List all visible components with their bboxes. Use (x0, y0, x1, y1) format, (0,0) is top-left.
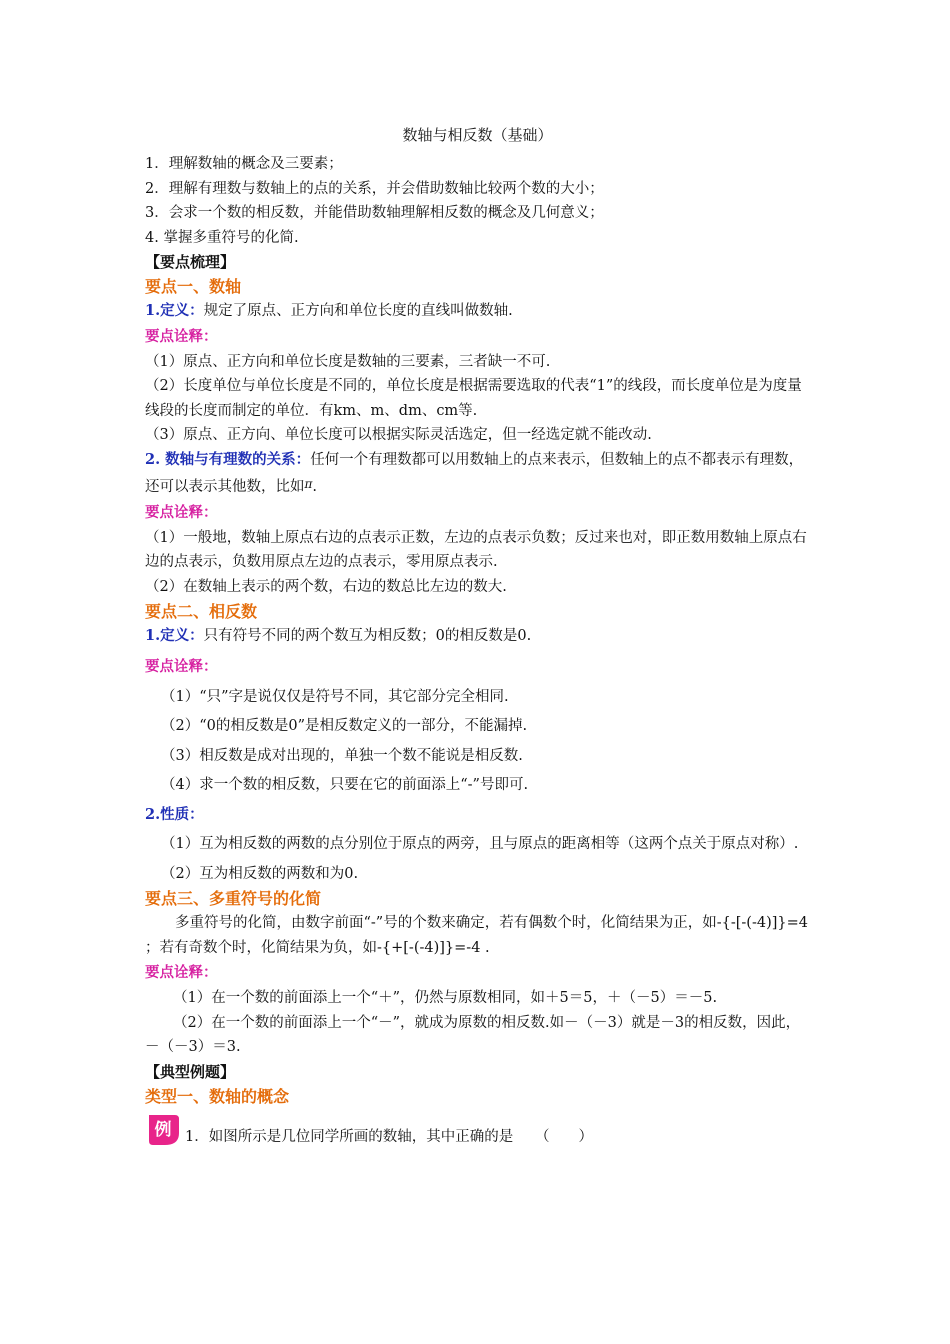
kp1-relation (145, 448, 810, 500)
document-page (145, 124, 810, 1155)
kp3-heading: 要点三、多重符号的化简 (145, 889, 322, 908)
kp1-note2-2: （2）在数轴上表示的两个数，右边的数总比左边的数大. (145, 578, 507, 595)
kp1-def-text: 规定了原点、正方向和单位长度的直线叫做数轴. (203, 303, 513, 319)
kp3-body: 多重符号的化简，由数字前面“-”号的个数来确定，若有偶数个时，化简结果为正，如-{-[-(-4)]}=4 ；若有奇数个时，化简结果为负，如-{+[-(-4)]}=-4 . (145, 915, 808, 956)
kp2-note-1: （1）“只”字是说仅仅是符号不同，其它部分完全相同. (161, 688, 509, 705)
kp3-note-1: （1）在一个数的前面添上一个“＋”，仍然与原数相同，如＋5＝5，＋（－5）＝－5. (173, 990, 718, 1006)
section-examples: 【典型例题】 (145, 1062, 236, 1081)
kp3-note-label: 要点诠释： (145, 964, 218, 981)
kp1-note-3: （3）原点、正方向、单位长度可以根据实际灵活选定，但一经选定就不能改动. (145, 427, 652, 443)
kp1-note-1: （1）原点、正方向和单位长度是数轴的三要素，三者缺一不可. (145, 353, 551, 370)
kp2-prop-2: （2）互为相反数的两数和为0. (161, 865, 359, 882)
objective-2: 2．理解有理数与数轴上的点的关系，并会借助数轴比较两个数的大小； (145, 180, 604, 197)
kp1-note-label: 要点诠释： (145, 327, 218, 345)
kp2-note-4: （4）求一个数的相反数，只要在它的前面添上“-”号即可. (161, 777, 529, 793)
kp1-note2-label: 要点诠释： (145, 503, 218, 521)
kp2-prop-1: （1）互为相反数的两数的点分别位于原点的两旁，且与原点的距离相等（这两个点关于原点对称）. (161, 836, 799, 852)
example-badge-icon (145, 1111, 181, 1147)
kp2-def-label: 1.定义： (145, 627, 204, 644)
example-1-question: 1．如图所示是几位同学所画的数轴，其中正确的是 （ ） (185, 1128, 593, 1145)
kp1-note-2: （2）长度单位与单位长度是不同的，单位长度是根据需要选取的代表“1”的线段，而长度单位是为度量线段的长度而制定的单位．有km、m、dm、cm等. (145, 378, 802, 419)
kp1-def-label: 1.定义： (145, 302, 204, 319)
badge-label: 例 (154, 1119, 172, 1140)
kp2-note-label: 要点诠释： (145, 657, 218, 675)
objective-4: 4. 掌握多重符号的化简. (145, 229, 299, 246)
kp1-rel-text: 任何一个有理数都可以用数轴上的点来表示，但数轴上的点不都表示有理数，还可以表示其他数，比如 (145, 451, 804, 495)
kp2-heading: 要点二、相反数 (145, 602, 258, 621)
kp3-note-2: （2）在一个数的前面添上一个“－”，就成为原数的相反数.如－（－3）就是－3的相反数，因此，－（－3）＝3. (145, 1014, 801, 1055)
kp2-definition (145, 624, 810, 649)
objective-1: 1．理解数轴的概念及三要素； (145, 156, 343, 172)
kp2-note-3: （3）相反数是成对出现的，单独一个数不能说是相反数. (161, 747, 523, 764)
type1-heading: 类型一、数轴的概念 (145, 1086, 290, 1106)
pi-symbol: π (304, 477, 313, 491)
kp2-prop-label: 2.性质： (145, 805, 204, 823)
kp2-note-2: （2）“0的相反数是0”是相反数定义的一部分，不能漏掉. (161, 718, 528, 734)
kp1-note2-1: （1）一般地，数轴上原点右边的点表示正数，左边的点表示负数；反过来也对，即正数用数轴上原点右边的点表示，负数用原点左边的点表示，零用原点表示. (145, 529, 807, 570)
kp1-heading: 要点一、数轴 (145, 277, 242, 296)
page-title: 数轴与相反数（基础） (402, 126, 553, 144)
kp1-rel-label: 2. 数轴与有理数的关系： (145, 450, 311, 468)
kp2-def-text: 只有符号不同的两个数互为相反数；0的相反数是0. (203, 628, 532, 644)
section-key-points: 【要点梳理】 (145, 253, 236, 271)
example-1 (145, 1109, 810, 1155)
objective-3: 3．会求一个数的相反数，并能借助数轴理解相反数的概念及几何意义； (145, 205, 604, 221)
kp1-definition (145, 299, 810, 324)
kp1-rel-end: . (312, 479, 317, 495)
